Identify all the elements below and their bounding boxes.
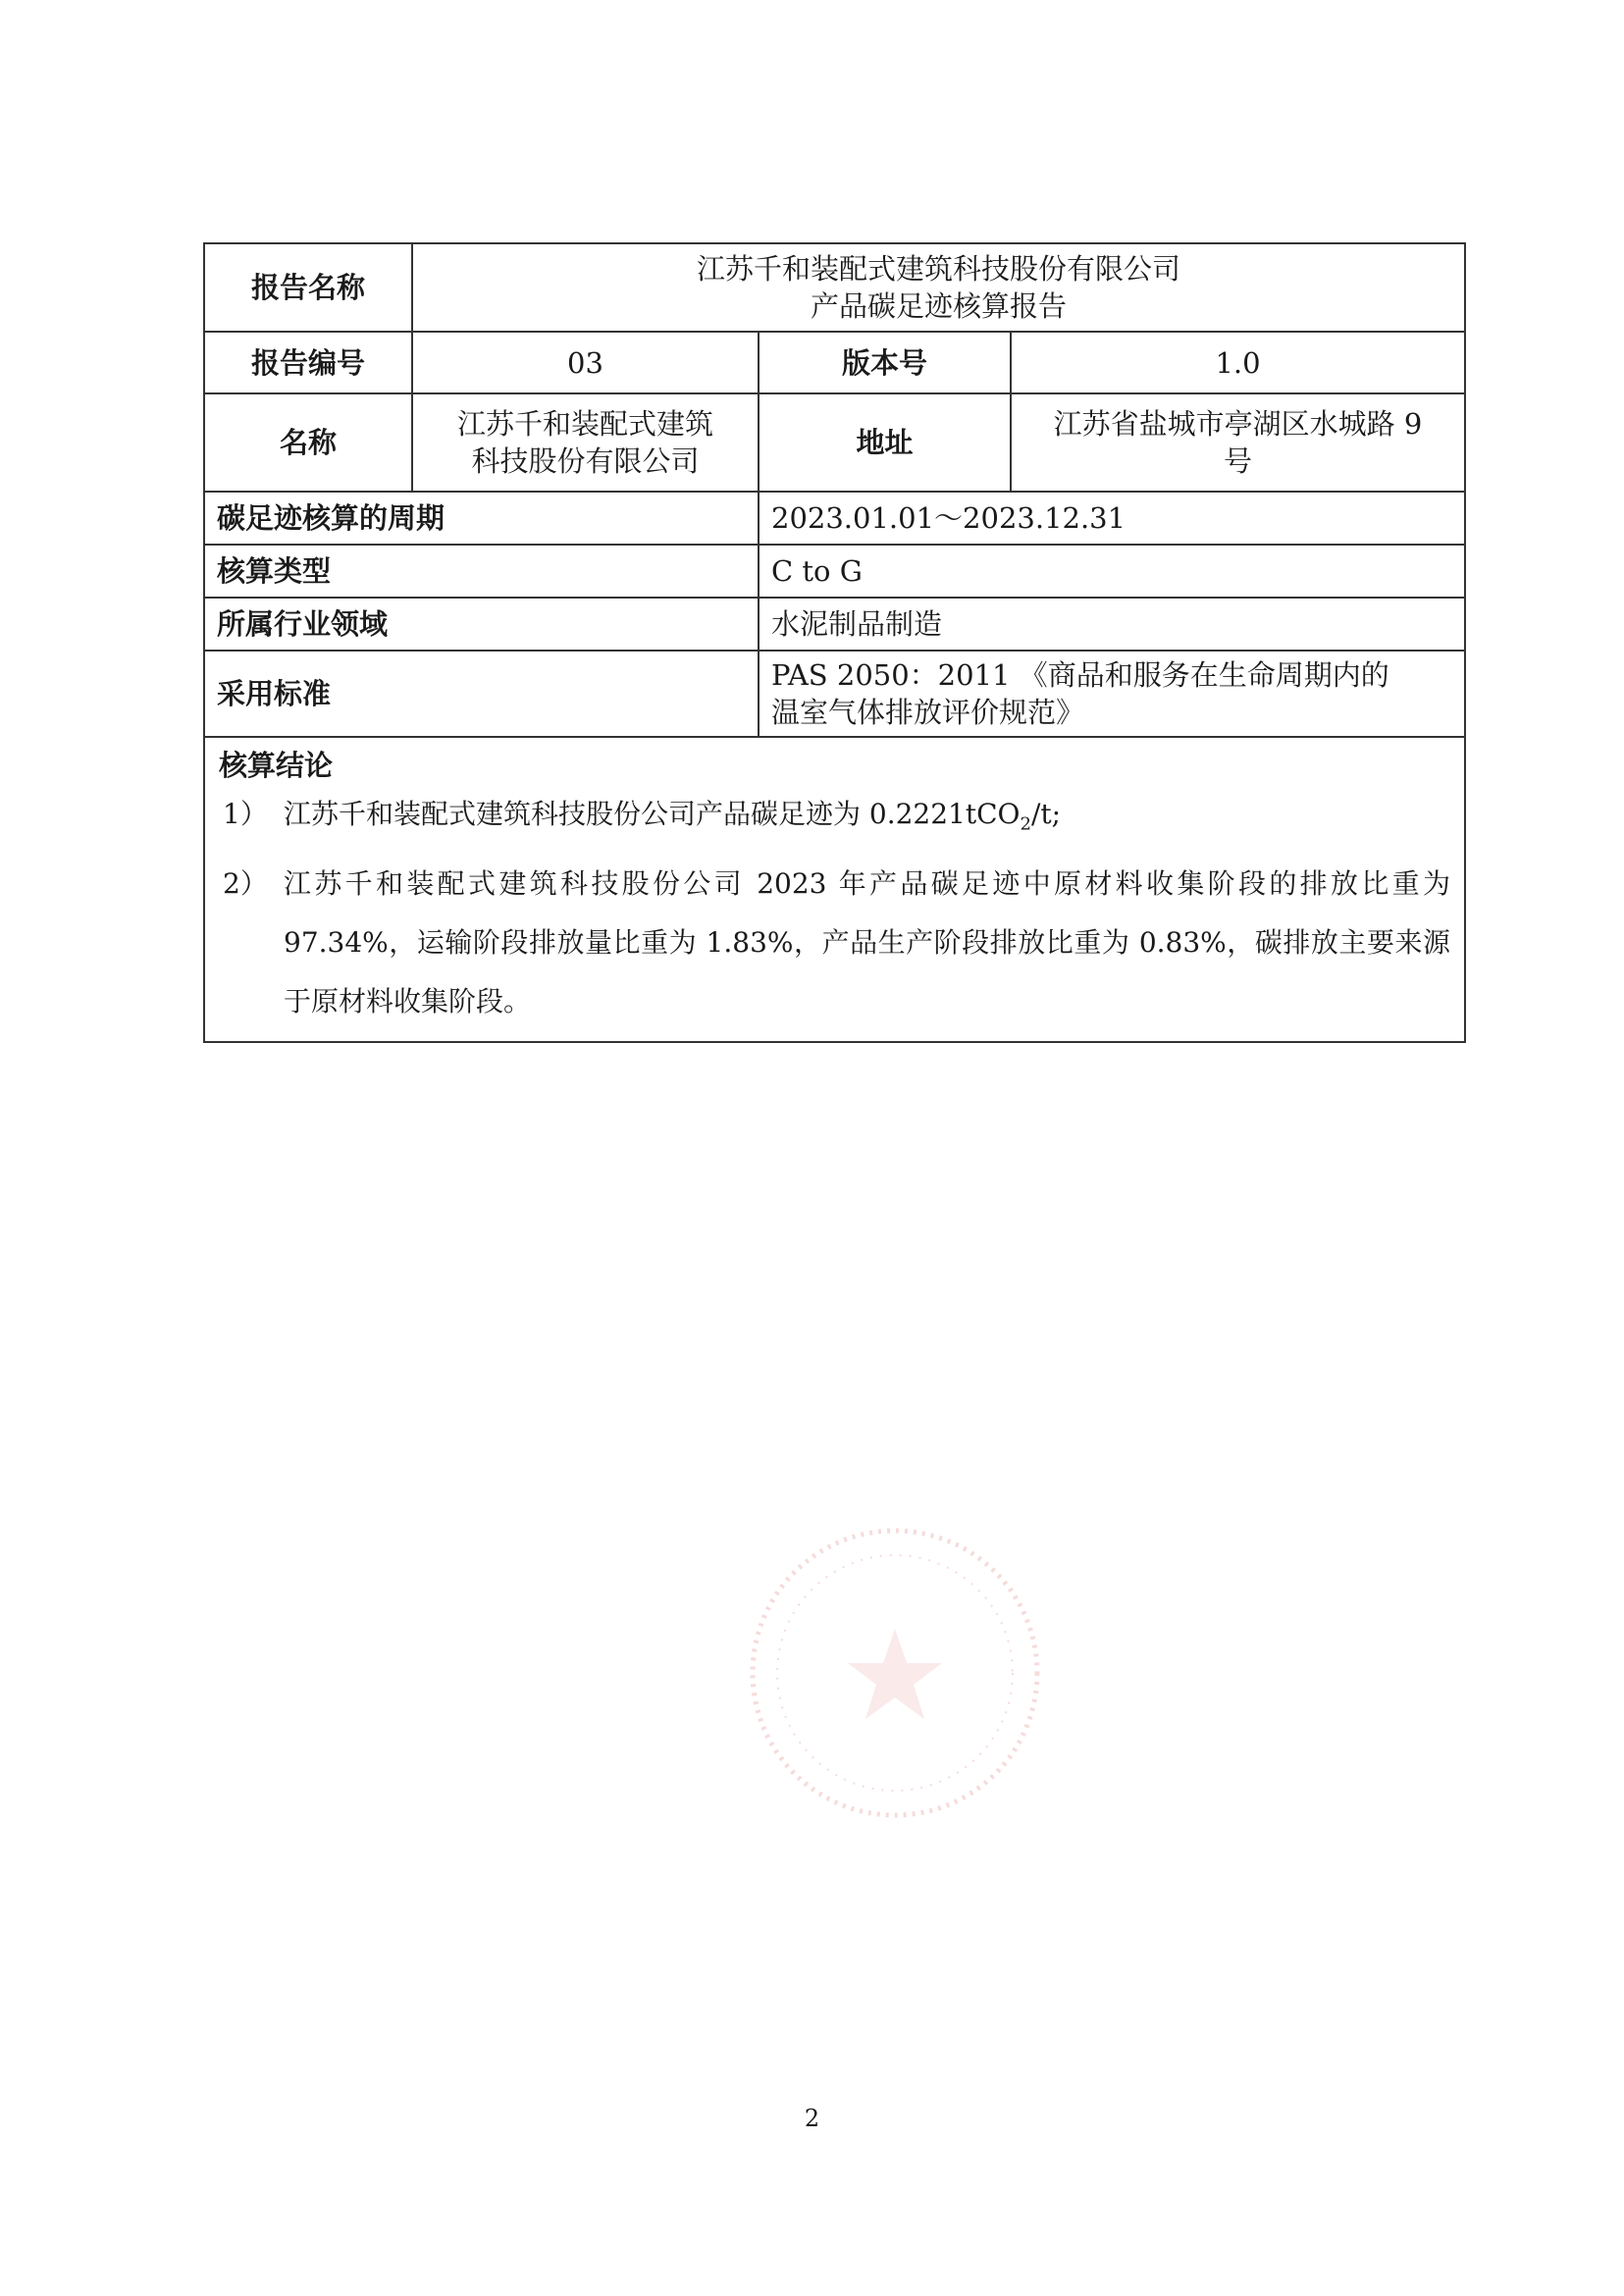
table-row xyxy=(204,492,1465,545)
conclusion-item-1-subscript: 2 xyxy=(1020,813,1031,835)
report-name-label: 报告名称 xyxy=(204,243,412,332)
standard-value xyxy=(759,651,1465,737)
report-info-table xyxy=(203,242,1466,1043)
table-row xyxy=(204,243,1465,332)
conclusion-item-1 xyxy=(219,785,1450,855)
report-name-line2: 产品碳足迹核算报告 xyxy=(811,289,1068,323)
page-number: 2 xyxy=(804,2105,820,2132)
type-value: C to G xyxy=(759,545,1465,598)
standard-line2: 温室气体排放评价规范》 xyxy=(771,696,1085,729)
report-name-line1: 江苏千和装配式建筑科技股份有限公司 xyxy=(697,252,1181,286)
company-name-line2: 科技股份有限公司 xyxy=(471,444,700,478)
conclusion-item-1-text: 江苏千和装配式建筑科技股份公司产品碳足迹为 0.2221tCO xyxy=(284,798,1021,830)
conclusion-label: 核算结论 xyxy=(219,749,334,782)
industry-value: 水泥制品制造 xyxy=(759,598,1465,651)
address-label: 地址 xyxy=(759,393,1011,492)
address-line2: 号 xyxy=(1224,444,1253,478)
conclusion-item-2-number: 2） xyxy=(223,866,268,900)
conclusion-item-1-number: 1） xyxy=(223,798,268,830)
standard-label: 采用标准 xyxy=(204,651,759,737)
address-line1: 江苏省盐城市亭湖区水城路 9 xyxy=(1053,407,1423,441)
conclusion-item-2 xyxy=(219,855,1450,1031)
type-label: 核算类型 xyxy=(204,545,759,598)
report-name-value xyxy=(412,243,1465,332)
table-row xyxy=(204,545,1465,598)
table-row xyxy=(204,393,1465,492)
period-label: 碳足迹核算的周期 xyxy=(204,492,759,545)
standard-line1: PAS 2050：2011 《商品和服务在生命周期内的 xyxy=(771,658,1389,692)
conclusion-item-1-text-end: /t; xyxy=(1030,798,1062,830)
period-value: 2023.01.01～2023.12.31 xyxy=(759,492,1465,545)
report-number-value: 03 xyxy=(412,332,759,393)
conclusion-cell xyxy=(204,737,1465,1042)
company-name-line1: 江苏千和装配式建筑 xyxy=(456,407,713,441)
report-number-label: 报告编号 xyxy=(204,332,412,393)
table-row xyxy=(204,598,1465,651)
table-row xyxy=(204,737,1465,1042)
address-value xyxy=(1011,393,1465,492)
company-name-value xyxy=(412,393,759,492)
table-row xyxy=(204,651,1465,737)
version-value: 1.0 xyxy=(1011,332,1465,393)
industry-label: 所属行业领域 xyxy=(204,598,759,651)
company-seal-stamp xyxy=(738,1526,1052,1820)
conclusion-item-2-text: 江苏千和装配式建筑科技股份公司 2023 年产品碳足迹中原材料收集阶段的排放比重为 97.34%，运输阶段排放量比重为 1.83%，产品生产阶段排放比重为 0.83%，碳排放主要来源于原材料收集阶段。 xyxy=(284,866,1451,1018)
table-row xyxy=(204,332,1465,393)
company-name-label: 名称 xyxy=(204,393,412,492)
version-label: 版本号 xyxy=(759,332,1011,393)
